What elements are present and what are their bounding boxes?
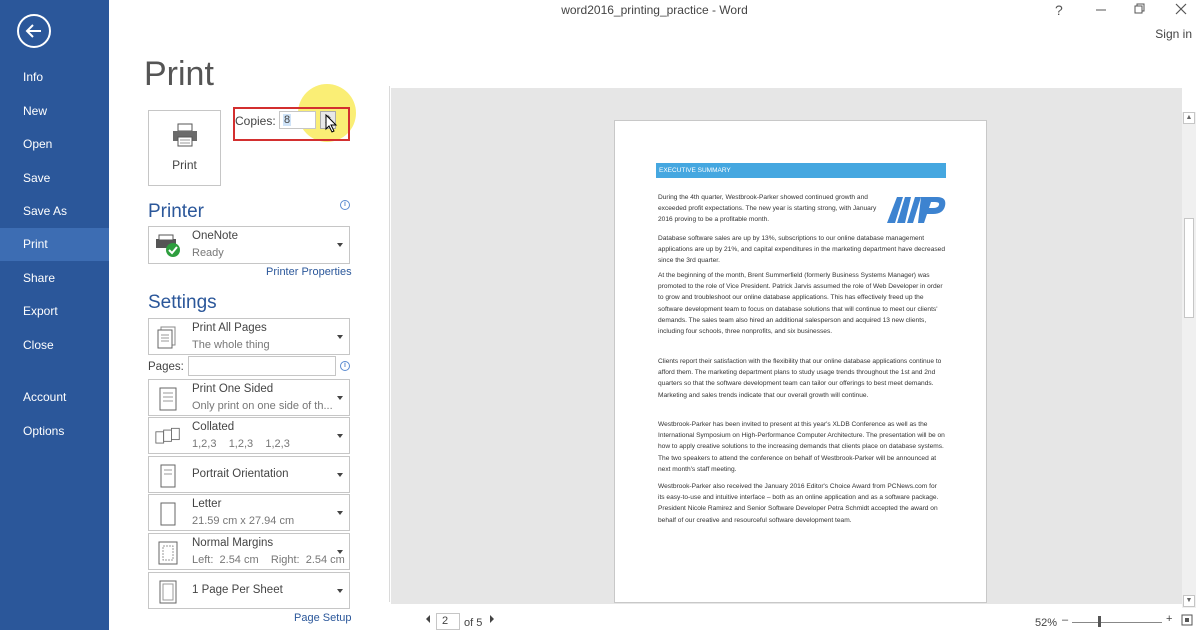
page-title: Print: [144, 55, 214, 93]
paper-size-sub: 21.59 cm x 27.94 cm: [192, 515, 295, 527]
print-range-sub: The whole thing: [192, 339, 270, 351]
pages-per-sheet-dropdown[interactable]: [148, 572, 350, 609]
zoom-slider-track[interactable]: [1072, 622, 1162, 623]
pages-per-sheet-main: 1 Page Per Sheet: [192, 584, 283, 596]
preview-paragraph-2: Database software sales are up by 13%, subscriptions to our online database management applications are up by 21%, and capital expenditures in the marketing department have decreased since the 3rd quarter.: [658, 235, 946, 265]
scroll-thumb[interactable]: [1184, 218, 1194, 318]
print-button-label: Print: [172, 158, 197, 172]
printer-info-icon[interactable]: i: [340, 200, 350, 210]
sidebar-item-share[interactable]: Share: [23, 271, 56, 285]
chevron-down-icon: [337, 589, 343, 593]
zoom-in-button[interactable]: +: [1166, 613, 1173, 625]
printer-status: Ready: [192, 247, 224, 259]
chevron-down-icon: [337, 396, 343, 400]
margins-dropdown[interactable]: [148, 533, 350, 570]
sides-sub: Only print on one side of th...: [192, 400, 333, 412]
pages-input[interactable]: [188, 356, 336, 376]
chevron-down-icon: [337, 473, 343, 477]
wp-logo-icon: [885, 193, 949, 225]
sidebar-item-account[interactable]: Account: [23, 390, 67, 404]
chevron-down-icon: [337, 550, 343, 554]
next-page-button[interactable]: [488, 614, 496, 627]
pages-label: Pages:: [148, 361, 184, 373]
help-button[interactable]: ?: [1055, 2, 1063, 18]
collation-dropdown[interactable]: [148, 417, 350, 454]
zoom-slider-thumb[interactable]: [1098, 616, 1101, 627]
preview-paragraph-6: Westbrook-Parker also received the January 2016 Editor's Choice Award from PCNews.com for its easy-to-use and intuitive interface – both as an online application and as a software package. President Nicole Ramirez and Senior Software Developer Petra Schmidt accepted the award on behalf of our creative and resourceful software development team.: [658, 483, 939, 524]
letter-icon: [155, 502, 181, 526]
collated-icon: [155, 425, 181, 449]
margins-icon: [155, 541, 181, 565]
back-arrow-icon: [25, 23, 43, 39]
sidebar-item-new[interactable]: New: [23, 104, 48, 118]
printer-ready-icon: [155, 234, 181, 258]
chevron-left-icon: [424, 614, 432, 624]
settings-heading: Settings: [148, 292, 217, 313]
scroll-down-button[interactable]: ▼: [1183, 595, 1195, 607]
previous-page-button[interactable]: [424, 614, 432, 627]
preview-page: [614, 120, 987, 603]
zoom-to-page-button[interactable]: [1181, 614, 1193, 629]
margins-sub: Left: 2.54 cm Right: 2.54 cm: [192, 554, 345, 566]
preview-paragraph-4: Clients report their satisfaction with the flexibility that our online database applications continue to afford them. The marketing department plans to study usage trends throughout the 1st and 2nd quarters so that the software development team can tailor our offerings to best meet demands. Marketing and sales trends indicate that our overall growth will continue.: [658, 358, 942, 399]
backstage-sidebar: [0, 0, 109, 630]
sidebar-item-export[interactable]: Export: [23, 304, 58, 318]
chevron-down-icon: [337, 243, 343, 247]
back-button[interactable]: [17, 14, 51, 48]
close-window-button[interactable]: [1175, 2, 1187, 18]
chevron-down-icon: [337, 434, 343, 438]
one-sided-icon: [155, 387, 181, 411]
chevron-right-icon: [488, 614, 496, 624]
sidebar-item-info[interactable]: Info: [23, 70, 44, 84]
paper-size-dropdown[interactable]: [148, 494, 350, 531]
margins-main: Normal Margins: [192, 537, 274, 549]
chevron-down-icon: [337, 335, 343, 339]
close-icon: [1175, 3, 1187, 15]
printer-heading: Printer: [148, 201, 204, 222]
window-title: word2016_printing_practice - Word: [561, 3, 748, 17]
sidebar-item-save-as[interactable]: Save As: [23, 204, 68, 218]
current-page-input[interactable]: 2: [436, 613, 460, 630]
restore-button[interactable]: [1134, 2, 1146, 18]
page-setup-link[interactable]: Page Setup: [294, 612, 352, 624]
minimize-icon: [1095, 0, 1107, 14]
mouse-cursor-icon: [325, 114, 339, 134]
pages-info-icon[interactable]: i: [340, 361, 350, 371]
sidebar-item-save[interactable]: Save: [23, 171, 51, 185]
printer-dropdown[interactable]: [148, 226, 350, 264]
print-range-main: Print All Pages: [192, 322, 267, 334]
copies-input[interactable]: [279, 111, 316, 129]
fit-page-icon: [1181, 614, 1193, 626]
preview-paragraph-5: Westbrook-Parker has been invited to present at this year's XLDB Conference as well as the International Symposium on High-Performance Computer Architecture. The presentation will be on how to apply creative solutions to the increasing demands that clients place on database systems. The two speakers to attend the conference on behalf of Westbrook-Parker will be announced at next month's staff meeting.: [658, 421, 945, 473]
orientation-main: Portrait Orientation: [192, 468, 289, 480]
paper-size-main: Letter: [192, 498, 222, 510]
sides-main: Print One Sided: [192, 383, 274, 395]
exec-summary-heading: EXECUTIVE SUMMARY: [656, 163, 946, 178]
pane-divider: [389, 86, 390, 602]
chevron-down-icon: [337, 511, 343, 515]
zoom-level[interactable]: 52%: [1035, 617, 1058, 629]
orientation-dropdown[interactable]: [148, 456, 350, 493]
sidebar-item-open[interactable]: Open: [23, 137, 53, 151]
printer-properties-link[interactable]: Printer Properties: [266, 266, 352, 278]
page-per-sheet-icon: [155, 580, 181, 604]
print-range-dropdown[interactable]: [148, 318, 350, 355]
sidebar-item-close[interactable]: Close: [23, 338, 54, 352]
minimize-button[interactable]: [1095, 0, 1107, 17]
portrait-icon: [155, 464, 181, 488]
collation-main: Collated: [192, 421, 235, 433]
page-count: of 5: [464, 617, 483, 629]
printer-name: OneNote: [192, 230, 239, 242]
sidebar-item-print[interactable]: Print: [0, 228, 109, 261]
preview-paragraph-3: At the beginning of the month, Brent Summerfield (formerly Business Systems Manager) was promoted to the role of Vice President. Patrick Jarvis assumed the role of Web Developer in order to grow and troubleshoot our online database applications. This has effectively freed up the software development team to focus on database solutions that will continue to meet our clients' demands. The sales team also hired an additional salesperson and acquired 13 new clients, including four schools, three nonprofits, and six businesses.: [658, 272, 943, 336]
preview-paragraph-1: During the 4th quarter, Westbrook-Parker showed continued growth and exceeded profit expectations. The new year is starting strong, with January 2016 proving to be a profitable month.: [658, 194, 877, 224]
copies-value: 8: [284, 114, 291, 126]
pages-icon: [155, 326, 181, 350]
sides-dropdown[interactable]: [148, 379, 350, 416]
sidebar-item-options[interactable]: Options: [23, 424, 65, 438]
scroll-up-button[interactable]: ▲: [1183, 112, 1195, 124]
copies-label: Copies:: [235, 114, 276, 128]
company-logo: [885, 193, 949, 232]
sign-in-link[interactable]: Sign in: [1155, 27, 1192, 41]
preview-scrollbar[interactable]: [1182, 112, 1196, 608]
restore-icon: [1134, 3, 1146, 15]
print-button[interactable]: [148, 110, 221, 186]
collation-sub: 1,2,3 1,2,3 1,2,3: [192, 438, 290, 450]
printer-icon: [171, 123, 199, 147]
zoom-out-button[interactable]: –: [1062, 614, 1069, 626]
